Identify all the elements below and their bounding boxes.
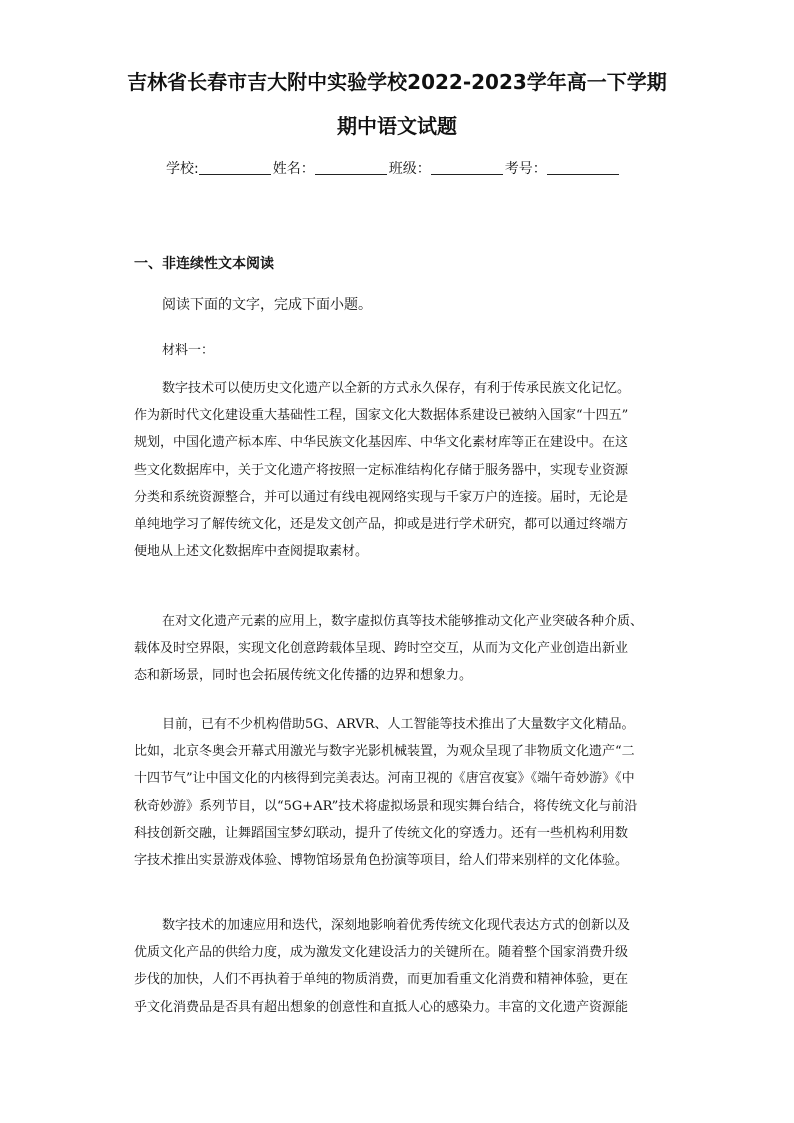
section-heading: 一、非连续性文本阅读	[134, 256, 274, 272]
name-label: 姓名：	[272, 161, 315, 177]
paragraph-line: 乎文化消费品是否具有超出想象的创意性和直抵人心的感染力。丰富的文化遗产资源能	[134, 999, 629, 1015]
paragraph-line: 秋奇妙游》系列节目，以“5G+AR”技术将虚拟场景和现实舞台结合，将传统文化与前沿	[134, 798, 638, 814]
material-label: 材料一：	[162, 343, 215, 358]
paragraph-line: 单纯地学习了解传统文化，还是发文创产品，抑或是进行学术研究，都可以通过终端方	[134, 517, 629, 533]
document-title-line2: 期中语文试题	[337, 114, 457, 138]
paragraph-line: 科技创新交融，让舞蹈国宝梦幻联动，提升了传统文化的穿透力。还有一些机构利用数	[134, 825, 629, 841]
name-blank	[315, 160, 387, 175]
paragraph-1	[134, 375, 664, 565]
paragraph-line: 十四节气”让中国文化的内核得到完美表达。河南卫视的《唐宫夜宴》《端午奇妙游》《中	[134, 771, 635, 787]
paragraph-line: 比如，北京冬奥会开幕式用激光与数字光影机械装置，为观众呈现了非物质文化遗产“二	[134, 744, 635, 760]
student-info-row	[166, 158, 621, 178]
paragraph-line: 规划，中国化遗产标本库、中华民族文化基因库、中华文化素材库等正在建设中。在这	[134, 435, 629, 451]
paragraph-2	[134, 608, 664, 690]
paragraph-4	[134, 912, 664, 1021]
document-title-line1: 吉林省长春市吉大附中实验学校2022-2023学年高一下学期	[127, 70, 667, 94]
exam-number-label: 考号：	[504, 161, 547, 177]
exam-number-blank	[547, 160, 619, 175]
school-blank	[199, 160, 271, 175]
reading-instruction: 阅读下面的文字，完成下面小题。	[162, 297, 372, 313]
class-blank	[431, 160, 503, 175]
paragraph-line: 数字技术可以使历史文化遗产以全新的方式永久保存，有利于传承民族文化记忆。	[162, 381, 631, 396]
paragraph-line: 分类和系统资源整合，并可以通过有线电视网络实现与千家万户的连接。届时，无论是	[134, 489, 629, 505]
paragraph-line: 作为新时代文化建设重大基础性工程，国家文化大数据体系建设已被纳入国家“十四五”	[134, 408, 629, 424]
school-label: 学校:	[166, 161, 199, 177]
paragraph-line: 目前，已有不少机构借助5G、ARVR、人工智能等技术推出了大量数字文化精品。	[162, 717, 635, 732]
paragraph-line: 态和新场景，同时也会拓展传统文化传播的边界和想象力。	[134, 668, 473, 684]
paragraph-line: 优质文化产品的供给力度，成为激发文化建设活力的关键所在。随着整个国家消费升级	[134, 945, 629, 961]
paragraph-line: 在对文化遗产元素的应用上，数字虚拟仿真等技术能够推动文化产业突破各种介质、	[162, 614, 644, 629]
paragraph-line: 载体及时空界限，实现文化创意跨载体呈现、跨时空交互，从而为文化产业创造出新业	[134, 641, 629, 657]
paragraph-3	[134, 711, 664, 874]
paragraph-line: 字技术推出实景游戏体验、博物馆场景角色扮演等项目，给人们带来别样的文化体验。	[134, 853, 629, 869]
class-label: 班级：	[388, 161, 431, 177]
paragraph-line: 些文化数据库中，关于文化遗产将按照一定标准结构化存储于服务器中，实现专业资源	[134, 462, 629, 478]
paragraph-line: 步伐的加快，人们不再执着于单纯的物质消费，而更加看重文化消费和精神体验，更在	[134, 972, 629, 988]
paragraph-line: 便地从上述文化数据库中查阅提取素材。	[134, 544, 369, 560]
paragraph-line: 数字技术的加速应用和迭代，深刻地影响着优秀传统文化现代表达方式的创新以及	[162, 918, 631, 933]
